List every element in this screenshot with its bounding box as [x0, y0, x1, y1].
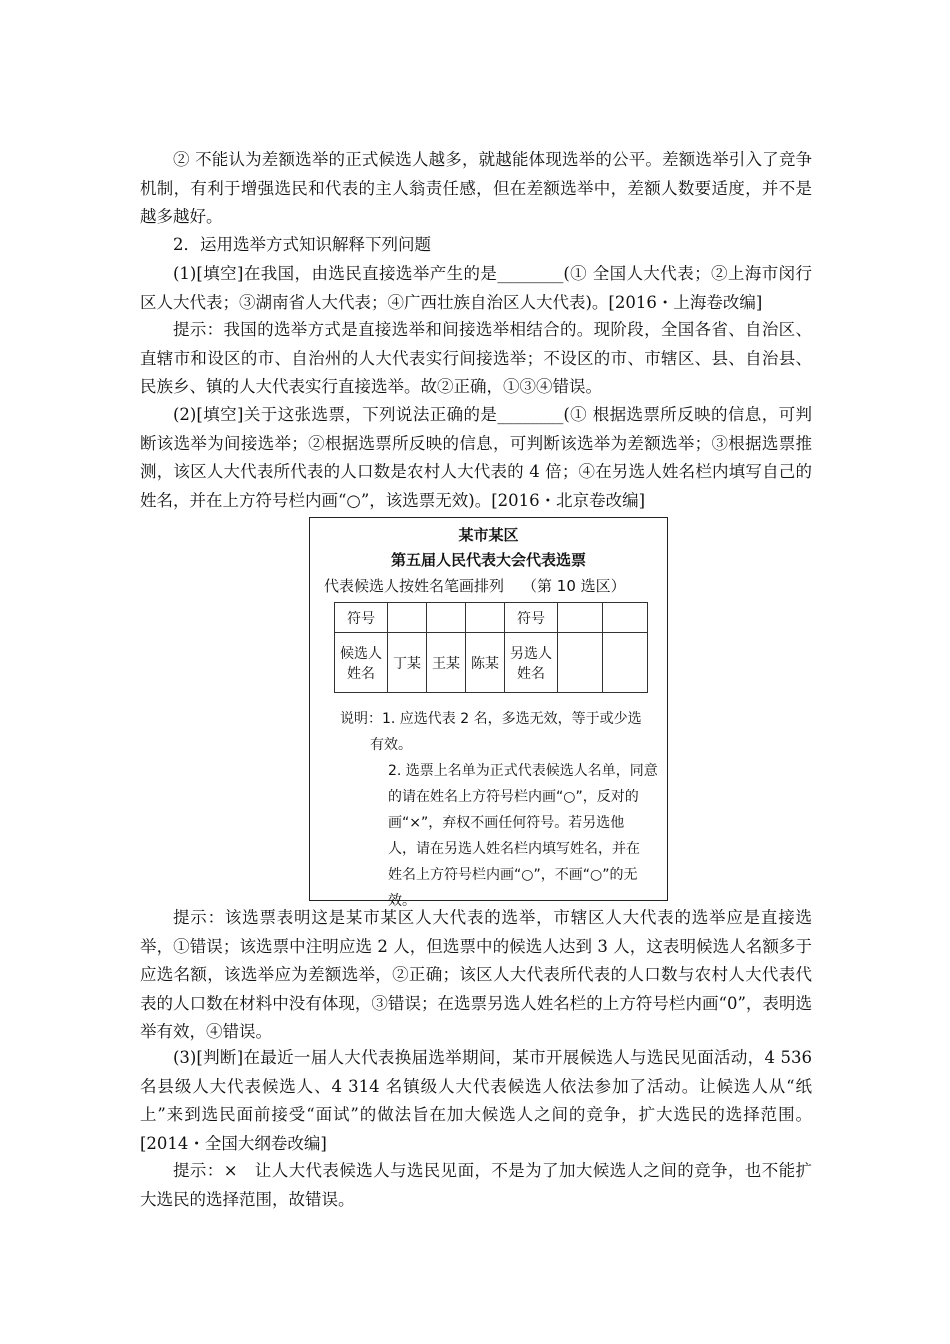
ballot-sort-note: 代表候选人按姓名笔画排列 [324, 577, 505, 595]
question-1: (1)[填空]在我国，由选民直接选举产生的是________(① 全国人大代表；②上海市闵行区人大代表；③湖南省人大代表；④广西壮族自治区人大代表)。[2016・上海卷改编] [140, 264, 812, 312]
question-2: (2)[填空]关于这张选票，下列说法正确的是________(① 根据选票所反映的信息，可判断该选举为间接选举；②根据选票所反映的信息，可判断该选举为差额选举；③根据选票推测，该区人大代表所代表的人口数是农村人大代表的 4 倍；④在另选人姓名栏内填写自己的姓名，并在上方符号栏内画“○”，该选票无效)。[2016・北京卷改编] [140, 405, 812, 510]
candidate-name: 陈某 [466, 633, 505, 693]
other-symbol-header: 符号 [505, 603, 558, 633]
ballot-figure [309, 517, 668, 909]
note-2-line: 效。 [388, 893, 416, 909]
note-1: 1. 应选代表 2 名，多选无效，等于或少选 [382, 711, 642, 727]
symbol-cell [558, 603, 603, 633]
candidate-name: 丁某 [388, 633, 427, 693]
other-candidate-header: 另选人 姓名 [505, 633, 558, 693]
symbol-cell [427, 603, 466, 633]
hint-3: 提示：× 让人大代表候选人与选民见面，不是为了加大候选人之间的竞争，也不能扩大选民的选择范围，故错误。 [140, 1161, 812, 1209]
note-2-line: 的请在姓名上方符号栏内画“○”，反对的 [388, 789, 639, 805]
symbol-header: 符号 [335, 603, 388, 633]
symbol-cell [603, 603, 648, 633]
candidate-header: 候选人 姓名 [335, 633, 388, 693]
symbol-cell [466, 603, 505, 633]
paragraph-point-2: ② 不能认为差额选举的正式候选人越多，就越能体现选举的公平。差额选举引入了竞争机制，有利于增强选民和代表的主人翁责任感，但在差额选举中，差额人数要适度，并不是越多越好。 [140, 150, 812, 226]
symbol-cell [388, 603, 427, 633]
ballot-title: 第五届人民代表大会代表选票 [390, 551, 586, 569]
candidate-name: 王某 [427, 633, 466, 693]
ballot-table [334, 602, 648, 693]
ballot-subtitle [324, 575, 626, 596]
hint-2: 提示：该选票表明这是某市某区人大代表的选举，市辖区人大代表的选举应是直接选举，①错误；该选票中注明应选 2 人，但选票中的候选人达到 3 人，这表明候选人名额多于应选名额，该选举应为差额选举，②正确；该区人大代表所代表的人口数与农村人大代表代表的人口数在材料中没有体现，③错误；在选票另选人姓名栏的上方符号栏内画“0”，表明选举有效，④错误。 [140, 908, 812, 1041]
other-name-cell [603, 633, 648, 693]
section-heading-2: 2．运用选举方式知识解释下列问题 [173, 235, 431, 254]
ballot-district: （第 10 选区） [522, 577, 626, 595]
note-2-line: 人，请在另选人姓名栏内填写姓名，并在 [388, 841, 640, 857]
hint-1: 提示：我国的选举方式是直接选举和间接选举相结合的。现阶段，全国各省、自治区、直辖市和设区的市、自治州的人大代表实行间接选举；不设区的市、市辖区、县、自治县、民族乡、镇的人大代表实行直接选举。故②正确，①③④错误。 [140, 320, 812, 396]
ballot-notes [340, 706, 668, 914]
note-1-cont: 有效。 [370, 737, 412, 753]
note-2-line: 画“×”，弃权不画任何符号。若另选他 [388, 815, 625, 831]
note-prefix: 说明： [340, 711, 382, 727]
other-name-cell [558, 633, 603, 693]
note-2-line: 2. 选票上名单为正式代表候选人名单，同意 [388, 763, 658, 779]
note-2-line: 姓名上方符号栏内画“○”，不画“○”的无 [388, 867, 638, 883]
question-3: (3)[判断]在最近一届人大代表换届选举期间，某市开展候选人与选民见面活动，4 536 名县级人大代表候选人、4 314 名镇级人大代表候选人依法参加了活动。让候选人从“纸上”来到选民面前接受“面试”的做法旨在加大候选人之间的竞争，扩大选民的选择范围。[2014・全国大纲卷改编] [140, 1048, 812, 1153]
ballot-title-city: 某市某区 [458, 526, 519, 544]
